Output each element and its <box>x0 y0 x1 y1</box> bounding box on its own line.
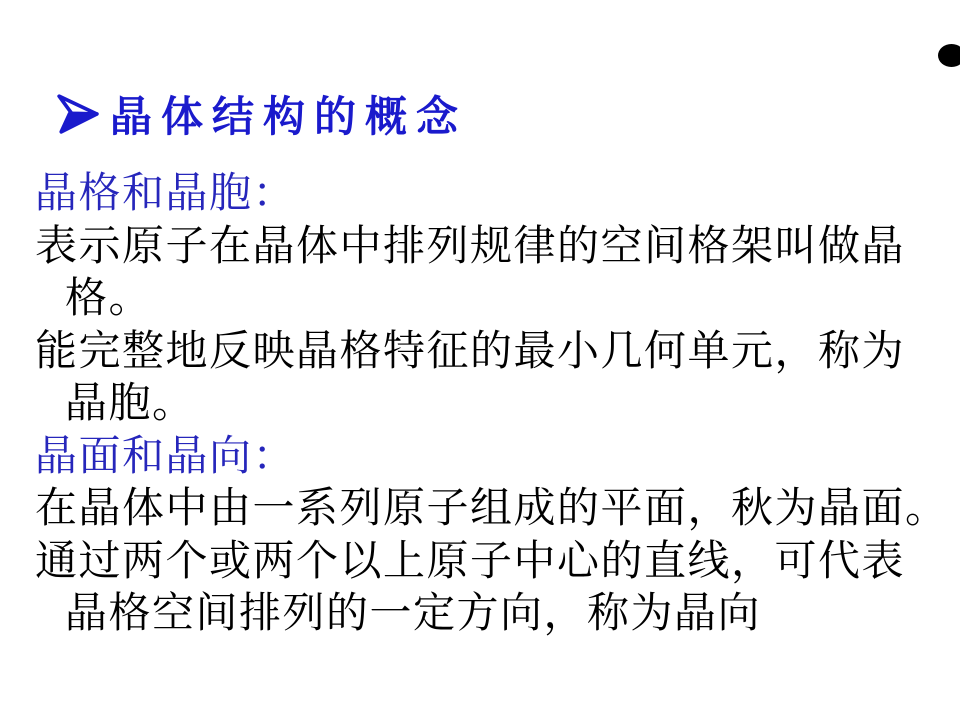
text-line: 晶胞。 <box>65 381 196 427</box>
text-line: 晶格空间排列的一定方向，称为晶向 <box>65 591 762 637</box>
corner-dot-icon <box>938 44 960 67</box>
slide-title: 晶体结构的概念 <box>110 95 468 141</box>
text-line-heading: 晶格和晶胞： <box>35 171 297 217</box>
text-line: 通过两个或两个以上原子中心的直线，可代表 <box>35 538 906 585</box>
arrowhead-right-icon <box>56 92 100 136</box>
slide-body <box>35 168 949 641</box>
text-line-heading: 晶面和晶向： <box>35 433 297 480</box>
text-line: 在晶体中由一系列原子组成的平面，秋为晶面。 <box>35 486 949 532</box>
text-line: 能完整地反映晶格特征的最小几何单元，称为 <box>35 328 906 375</box>
slide-title-row <box>56 84 467 144</box>
text-line: 表示原子在晶体中排列规律的空间格架叫做晶 <box>35 223 906 270</box>
text-line: 格。 <box>65 276 153 322</box>
